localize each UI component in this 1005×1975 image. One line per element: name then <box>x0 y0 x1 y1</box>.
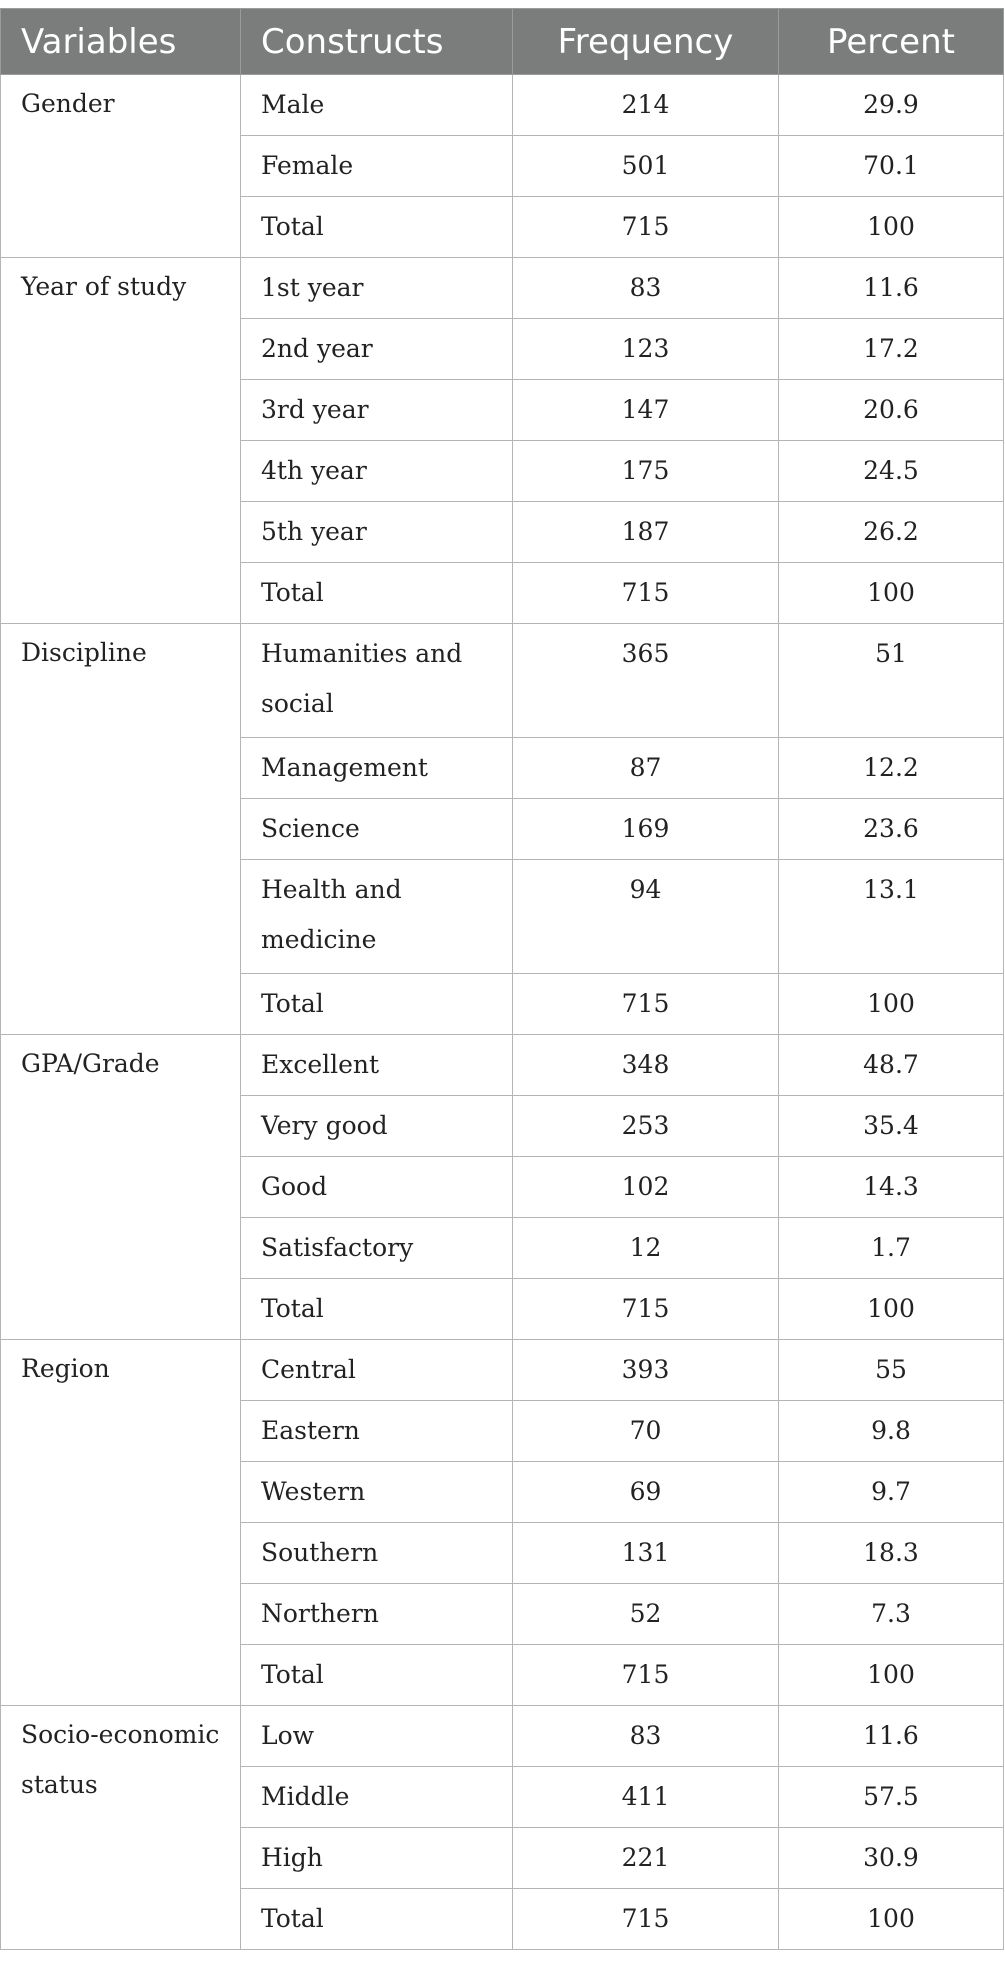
frequency-cell: 147 <box>513 380 779 441</box>
percent-cell: 51 <box>779 624 1004 738</box>
variable-cell: GPA/Grade <box>1 1035 241 1340</box>
frequency-cell: 12 <box>513 1218 779 1279</box>
frequency-cell: 187 <box>513 502 779 563</box>
construct-cell: Humanities and social <box>241 624 513 738</box>
percent-cell: 18.3 <box>779 1523 1004 1584</box>
construct-cell: Central <box>241 1340 513 1401</box>
percent-cell: 14.3 <box>779 1157 1004 1218</box>
percent-cell: 23.6 <box>779 799 1004 860</box>
header-percent: Percent <box>779 9 1004 75</box>
variable-cell: Year of study <box>1 258 241 624</box>
percent-cell: 20.6 <box>779 380 1004 441</box>
construct-cell: High <box>241 1828 513 1889</box>
percent-cell: 11.6 <box>779 1706 1004 1767</box>
frequency-cell: 87 <box>513 738 779 799</box>
frequency-cell: 94 <box>513 860 779 974</box>
construct-cell: Very good <box>241 1096 513 1157</box>
construct-cell: Northern <box>241 1584 513 1645</box>
construct-cell: 1st year <box>241 258 513 319</box>
frequency-cell: 175 <box>513 441 779 502</box>
construct-cell: 3rd year <box>241 380 513 441</box>
construct-cell: Total <box>241 1889 513 1950</box>
frequency-cell: 715 <box>513 197 779 258</box>
frequency-cell: 715 <box>513 974 779 1035</box>
percent-cell: 100 <box>779 563 1004 624</box>
construct-cell: Total <box>241 974 513 1035</box>
percent-cell: 55 <box>779 1340 1004 1401</box>
header-frequency: Frequency <box>513 9 779 75</box>
construct-cell: Health and medicine <box>241 860 513 974</box>
frequency-cell: 83 <box>513 258 779 319</box>
construct-cell: Male <box>241 75 513 136</box>
table-header <box>1 9 1004 75</box>
percent-cell: 17.2 <box>779 319 1004 380</box>
frequency-cell: 411 <box>513 1767 779 1828</box>
construct-cell: Female <box>241 136 513 197</box>
percent-cell: 100 <box>779 197 1004 258</box>
construct-cell: Science <box>241 799 513 860</box>
frequency-cell: 715 <box>513 1889 779 1950</box>
percent-cell: 70.1 <box>779 136 1004 197</box>
percent-cell: 100 <box>779 1889 1004 1950</box>
percent-cell: 1.7 <box>779 1218 1004 1279</box>
construct-cell: 5th year <box>241 502 513 563</box>
frequency-cell: 348 <box>513 1035 779 1096</box>
percent-cell: 9.7 <box>779 1462 1004 1523</box>
demographics-table <box>0 8 1004 1950</box>
construct-cell: Excellent <box>241 1035 513 1096</box>
frequency-cell: 221 <box>513 1828 779 1889</box>
table-row <box>1 1706 1004 1767</box>
frequency-cell: 214 <box>513 75 779 136</box>
variable-cell: Discipline <box>1 624 241 1035</box>
percent-cell: 29.9 <box>779 75 1004 136</box>
construct-cell: Total <box>241 563 513 624</box>
percent-cell: 35.4 <box>779 1096 1004 1157</box>
table-row <box>1 1340 1004 1401</box>
demographics-table-container <box>0 8 1003 1950</box>
construct-cell: Total <box>241 1279 513 1340</box>
frequency-cell: 501 <box>513 136 779 197</box>
percent-cell: 100 <box>779 1645 1004 1706</box>
percent-cell: 7.3 <box>779 1584 1004 1645</box>
frequency-cell: 393 <box>513 1340 779 1401</box>
construct-cell: 2nd year <box>241 319 513 380</box>
frequency-cell: 715 <box>513 563 779 624</box>
header-row <box>1 9 1004 75</box>
frequency-cell: 365 <box>513 624 779 738</box>
frequency-cell: 69 <box>513 1462 779 1523</box>
construct-cell: Eastern <box>241 1401 513 1462</box>
frequency-cell: 253 <box>513 1096 779 1157</box>
table-body <box>1 75 1004 1950</box>
variable-cell: Region <box>1 1340 241 1706</box>
frequency-cell: 123 <box>513 319 779 380</box>
table-row <box>1 1035 1004 1096</box>
construct-cell: Low <box>241 1706 513 1767</box>
construct-cell: Western <box>241 1462 513 1523</box>
percent-cell: 24.5 <box>779 441 1004 502</box>
percent-cell: 100 <box>779 974 1004 1035</box>
percent-cell: 12.2 <box>779 738 1004 799</box>
frequency-cell: 83 <box>513 1706 779 1767</box>
variable-cell: Gender <box>1 75 241 258</box>
percent-cell: 26.2 <box>779 502 1004 563</box>
frequency-cell: 102 <box>513 1157 779 1218</box>
table-row <box>1 624 1004 738</box>
percent-cell: 100 <box>779 1279 1004 1340</box>
construct-cell: Total <box>241 197 513 258</box>
frequency-cell: 169 <box>513 799 779 860</box>
table-row <box>1 258 1004 319</box>
construct-cell: Middle <box>241 1767 513 1828</box>
frequency-cell: 715 <box>513 1279 779 1340</box>
variable-cell: Socio-economic status <box>1 1706 241 1950</box>
construct-cell: Management <box>241 738 513 799</box>
frequency-cell: 131 <box>513 1523 779 1584</box>
table-row <box>1 75 1004 136</box>
header-variables: Variables <box>1 9 241 75</box>
frequency-cell: 70 <box>513 1401 779 1462</box>
frequency-cell: 715 <box>513 1645 779 1706</box>
percent-cell: 13.1 <box>779 860 1004 974</box>
percent-cell: 30.9 <box>779 1828 1004 1889</box>
header-constructs: Constructs <box>241 9 513 75</box>
percent-cell: 57.5 <box>779 1767 1004 1828</box>
frequency-cell: 52 <box>513 1584 779 1645</box>
construct-cell: Satisfactory <box>241 1218 513 1279</box>
percent-cell: 48.7 <box>779 1035 1004 1096</box>
percent-cell: 9.8 <box>779 1401 1004 1462</box>
construct-cell: 4th year <box>241 441 513 502</box>
construct-cell: Total <box>241 1645 513 1706</box>
percent-cell: 11.6 <box>779 258 1004 319</box>
construct-cell: Good <box>241 1157 513 1218</box>
construct-cell: Southern <box>241 1523 513 1584</box>
